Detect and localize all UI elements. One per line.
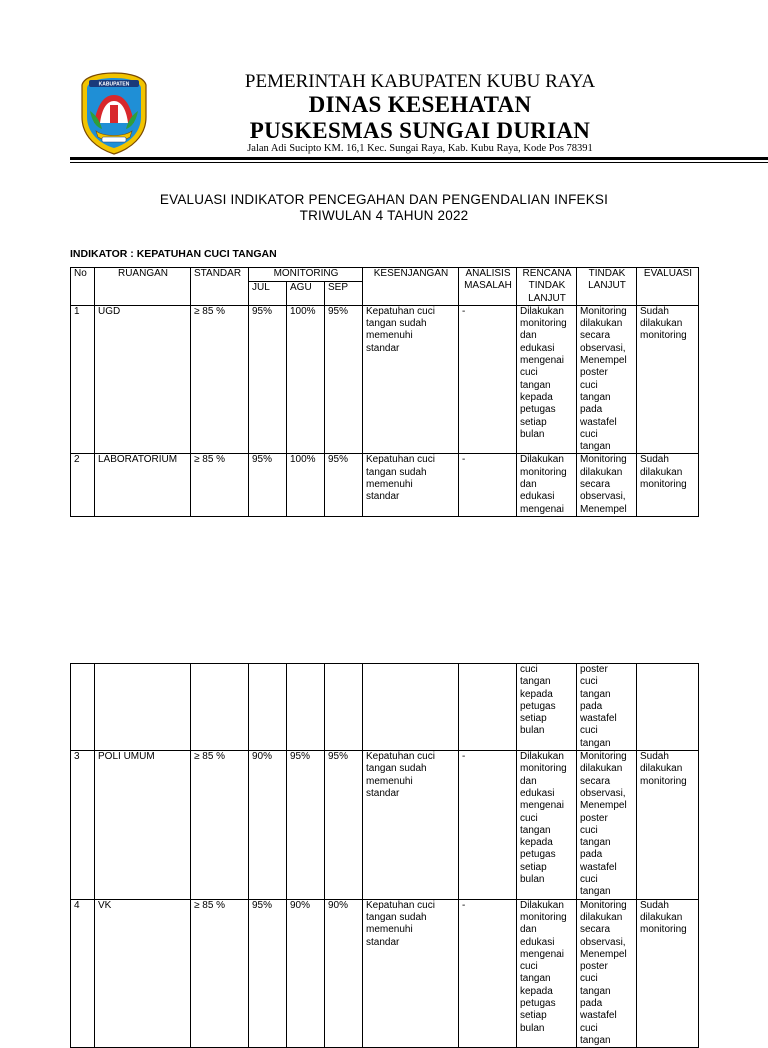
cell-sep: 95% <box>325 454 363 516</box>
cell-ruangan <box>95 664 191 751</box>
cell-jul: 95% <box>249 305 287 454</box>
kabupaten-kubu-raya-emblem <box>80 71 148 155</box>
header-evaluasi: EVALUASI <box>637 268 699 306</box>
cell-standar: ≥ 85 % <box>191 454 249 516</box>
cell-rencana: Dilakukan monitoring dan edukasi mengenai cuci tangan kepada petugas setiap bulan <box>517 751 577 900</box>
cell-rencana: cuci tangan kepada petugas setiap bulan <box>517 664 577 751</box>
cell-standar: ≥ 85 % <box>191 751 249 900</box>
cell-agu: 90% <box>287 899 325 1048</box>
cell-agu: 100% <box>287 305 325 454</box>
letterhead-rule-thick <box>70 157 768 160</box>
evaluation-table-page1 <box>70 267 699 517</box>
header-analisis-masalah: ANALISIS MASALAH <box>459 268 517 306</box>
cell-analisis <box>459 664 517 751</box>
cell-rencana: Dilakukan monitoring dan edukasi mengenai <box>517 454 577 516</box>
cell-analisis: - <box>459 751 517 900</box>
cell-sep: 95% <box>325 305 363 454</box>
header-tindak-lanjut: TINDAK LANJUT <box>577 268 637 306</box>
table-row-continuation <box>71 664 699 751</box>
cell-jul: 95% <box>249 899 287 1048</box>
emblem-banner-text: KABUPATEN <box>98 81 130 88</box>
cell-ruangan: POLI UMUM <box>95 751 191 900</box>
cell-standar <box>191 664 249 751</box>
agency-name: DINAS KESEHATAN <box>308 92 532 117</box>
puskesmas-name: PUSKESMAS SUNGAI DURIAN <box>249 118 591 143</box>
cell-no: 3 <box>71 751 95 900</box>
table-row <box>71 751 699 900</box>
cell-evaluasi: Sudah dilakukan monitoring <box>637 899 699 1048</box>
cell-kesenjangan: Kepatuhan cuci tangan sudah memenuhi standar <box>363 899 459 1048</box>
cell-evaluasi: Sudah dilakukan monitoring <box>637 454 699 516</box>
cell-no: 1 <box>71 305 95 454</box>
cell-rencana: Dilakukan monitoring dan edukasi mengenai cuci tangan kepada petugas setiap bulan <box>517 899 577 1048</box>
cell-analisis: - <box>459 305 517 454</box>
indicator-label: INDIKATOR : KEPATUHAN CUCI TANGAN <box>70 248 277 260</box>
cell-evaluasi <box>637 664 699 751</box>
header-sep: SEP <box>325 281 363 305</box>
cell-jul: 90% <box>249 751 287 900</box>
cell-sep: 90% <box>325 899 363 1048</box>
table-row <box>71 305 699 454</box>
header-agu: AGU <box>287 281 325 305</box>
header-no: No <box>71 268 95 306</box>
cell-ruangan: UGD <box>95 305 191 454</box>
cell-kesenjangan <box>363 664 459 751</box>
cell-tindak: Monitoring dilakukan secara observasi, Menempel poster cuci tangan pada wastafel cuci tangan <box>577 305 637 454</box>
cell-agu: 95% <box>287 751 325 900</box>
header-ruangan: RUANGAN <box>95 268 191 306</box>
cell-rencana: Dilakukan monitoring dan edukasi mengenai cuci tangan kepada petugas setiap bulan <box>517 305 577 454</box>
cell-tindak: Monitoring dilakukan secara observasi, Menempel <box>577 454 637 516</box>
document-period: TRIWULAN 4 TAHUN 2022 <box>299 208 469 223</box>
cell-analisis: - <box>459 454 517 516</box>
cell-ruangan: VK <box>95 899 191 1048</box>
table-row <box>71 454 699 516</box>
cell-analisis: - <box>459 899 517 1048</box>
cell-evaluasi: Sudah dilakukan monitoring <box>637 751 699 900</box>
header-standar: STANDAR <box>191 268 249 306</box>
cell-kesenjangan: Kepatuhan cuci tangan sudah memenuhi standar <box>363 305 459 454</box>
cell-agu: 100% <box>287 454 325 516</box>
cell-jul: 95% <box>249 454 287 516</box>
header-monitoring: MONITORING <box>249 268 363 282</box>
header-kesenjangan: KESENJANGAN <box>363 268 459 306</box>
cell-jul <box>249 664 287 751</box>
header-jul: JUL <box>249 281 287 305</box>
cell-standar: ≥ 85 % <box>191 899 249 1048</box>
table-header-row <box>71 268 699 282</box>
cell-kesenjangan: Kepatuhan cuci tangan sudah memenuhi standar <box>363 751 459 900</box>
cell-agu <box>287 664 325 751</box>
letterhead-rule-thin <box>70 162 768 163</box>
cell-tindak: poster cuci tangan pada wastafel cuci tangan <box>577 664 637 751</box>
cell-tindak: Monitoring dilakukan secara observasi, Menempel poster cuci tangan pada wastafel cuci tangan <box>577 751 637 900</box>
evaluation-table-page2 <box>70 663 699 1048</box>
government-name: PEMERINTAH KABUPATEN KUBU RAYA <box>244 71 596 92</box>
cell-sep <box>325 664 363 751</box>
cell-sep: 95% <box>325 751 363 900</box>
cell-ruangan: LABORATORIUM <box>95 454 191 516</box>
cell-no <box>71 664 95 751</box>
cell-tindak: Monitoring dilakukan secara observasi, Menempel poster cuci tangan pada wastafel cuci tangan <box>577 899 637 1048</box>
header-rencana-tindak-lanjut: RENCANA TINDAK LANJUT <box>517 268 577 306</box>
cell-standar: ≥ 85 % <box>191 305 249 454</box>
address-line: Jalan Adi Sucipto KM. 16,1 Kec. Sungai Raya, Kab. Kubu Raya, Kode Pos 78391 <box>247 143 593 154</box>
cell-no: 2 <box>71 454 95 516</box>
cell-kesenjangan: Kepatuhan cuci tangan sudah memenuhi standar <box>363 454 459 516</box>
cell-evaluasi: Sudah dilakukan monitoring <box>637 305 699 454</box>
cell-no: 4 <box>71 899 95 1048</box>
document-title: EVALUASI INDIKATOR PENCEGAHAN DAN PENGENDALIAN INFEKSI <box>159 192 609 207</box>
table-row <box>71 899 699 1048</box>
